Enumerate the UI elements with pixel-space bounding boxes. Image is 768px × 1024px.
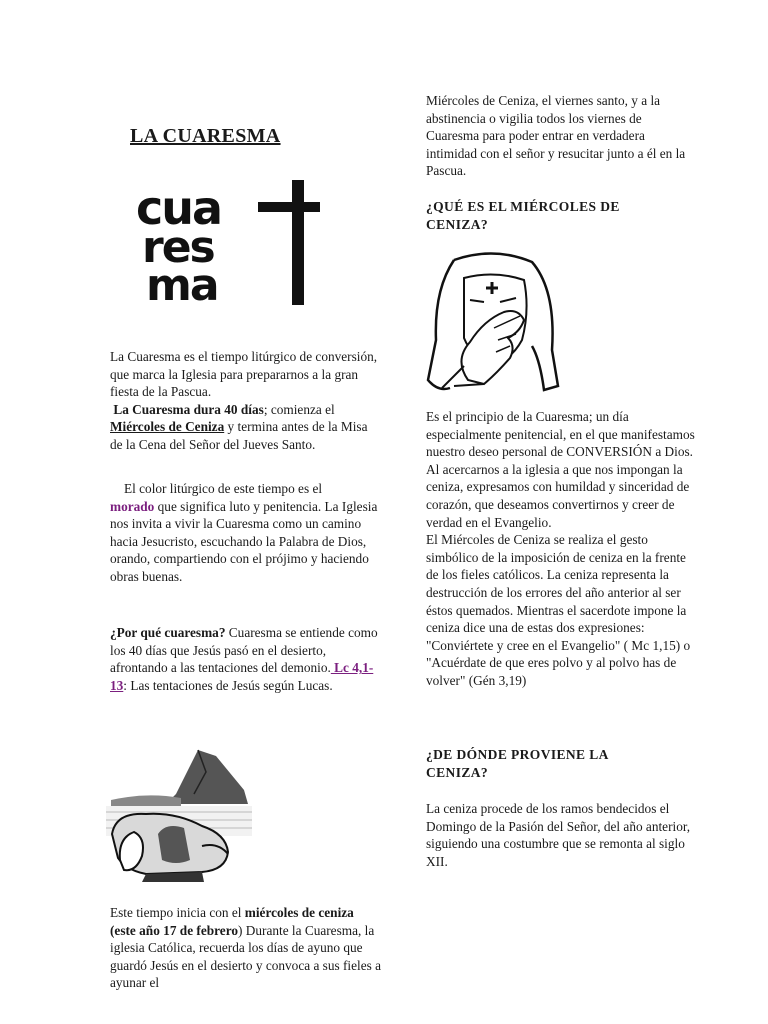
color-paragraph: El color litúrgico de este tiempo es el morado que significa luto y penitencia. La Iglesia nos invita a vivir la Cuaresma como un camino hacia Jesucristo, escuchando la Palabra de Dios, orando, compartiendo con el prójimo y haciendo obras buenas. <box>110 481 378 584</box>
logo-line-3: ma <box>146 260 218 305</box>
heading-de-donde: ¿DE DÓNDE PROVIENE LA CENIZA? <box>426 747 609 780</box>
miercoles-link[interactable]: Miércoles de Ceniza <box>110 419 225 435</box>
porque-question: ¿Por qué cuaresma? <box>110 625 226 640</box>
heading-que-es: ¿QUÉ ES EL MIÉRCOLES DE CENIZA? <box>426 199 620 232</box>
que-es-paragraph-1: Es el principio de la Cuaresma; un día especialmente penitencial, en el que manifestamos nuestro deseo personal de CONVERSIÓN a Dios. Al acercarnos a la iglesia a que nos impongan la ceniza, expresamos con humildad y sinceridad de corazón, que deseamos convertirnos y creer de verdad en el Evangelio. El Miércoles de Ceniza se realiza el gesto simbólico de la imposición de ceniza en la frente de los fieles católicos. La ceniza representa la destrucción de los errores del año anterior al ser éstos quemados. Mientras el sacerdote impone la ceniza dice una de estas dos expresiones: "Conviértete y cree en el Evangelio" ( Mc 1,15) o "Acuérdate de que eres polvo y al polvo has de volver" (Gén 3,19) <box>426 408 698 690</box>
page-title: LA CUARESMA <box>130 125 281 147</box>
continuation-paragraph: Miércoles de Ceniza, el viernes santo, y a la abstinencia o vigilia todos los viernes de Cuaresma para poder entrar en verdadera intimidad con el señor y resucitar junto a él en la Pascua. <box>426 93 686 179</box>
lc-reference-link[interactable]: Lc 4,1-13 <box>110 660 374 693</box>
logo-line-2: res <box>142 222 214 273</box>
que-es-paragraph-2: El Miércoles de Ceniza se realiza el gesto simbólico de la imposición de ceniza en la frente de los fieles católicos. La ceniza representa la destrucción de los errores del año anterior al ser éstos quemados. Mientras el sacerdote impone la ceniza dice una de estas dos expresiones: "Conviértete y cree en el Evangelio" ( Mc 1,15) o "Acuérdate de que eres polvo y al polvo has de volver" (Gén 3,19) <box>426 532 691 688</box>
logo-line-1: cua <box>136 181 222 235</box>
duration-bold: La Cuaresma dura 40 días <box>113 401 264 417</box>
intro-paragraph: La Cuaresma es el tiempo litúrgico de conversión, que marca la Iglesia para prepararnos a la gran fiesta de la Pascua. La Cuaresma dura 40 días; comienza el Miércoles de Ceniza y termina antes de la Misa de la Cena del Señor del Jueves Santo. <box>110 349 378 452</box>
morado-word: morado <box>110 498 155 514</box>
miercoles-date-bold: miércoles de ceniza (este año 17 de febrero <box>110 905 354 938</box>
de-donde-paragraph: La ceniza procede de los ramos bendecidos el Domingo de la Pasión del Señor, del año anterior, siguiendo una costumbre que se remonta al siglo XII. <box>426 801 691 869</box>
ash-imposition-illustration <box>424 250 562 392</box>
inicia-paragraph: Este tiempo inicia con el miércoles de ceniza (este año 17 de febrero) Durante la Cuaresma, la iglesia Católica, recuerda los días de ayuno que guardó Jesús en el desierto y convoca a sus fieles a ayunar el <box>110 905 382 991</box>
praying-figure-illustration <box>106 742 252 888</box>
cuaresma-logo <box>132 180 332 305</box>
porque-paragraph: ¿Por qué cuaresma? Cuaresma se entiende como los 40 días que Jesús pasó en el desierto, afrontando a las tentaciones del demonio. Lc 4,1-13: Las tentaciones de Jesús según Lucas. <box>110 625 378 693</box>
cross-icon <box>258 180 320 305</box>
